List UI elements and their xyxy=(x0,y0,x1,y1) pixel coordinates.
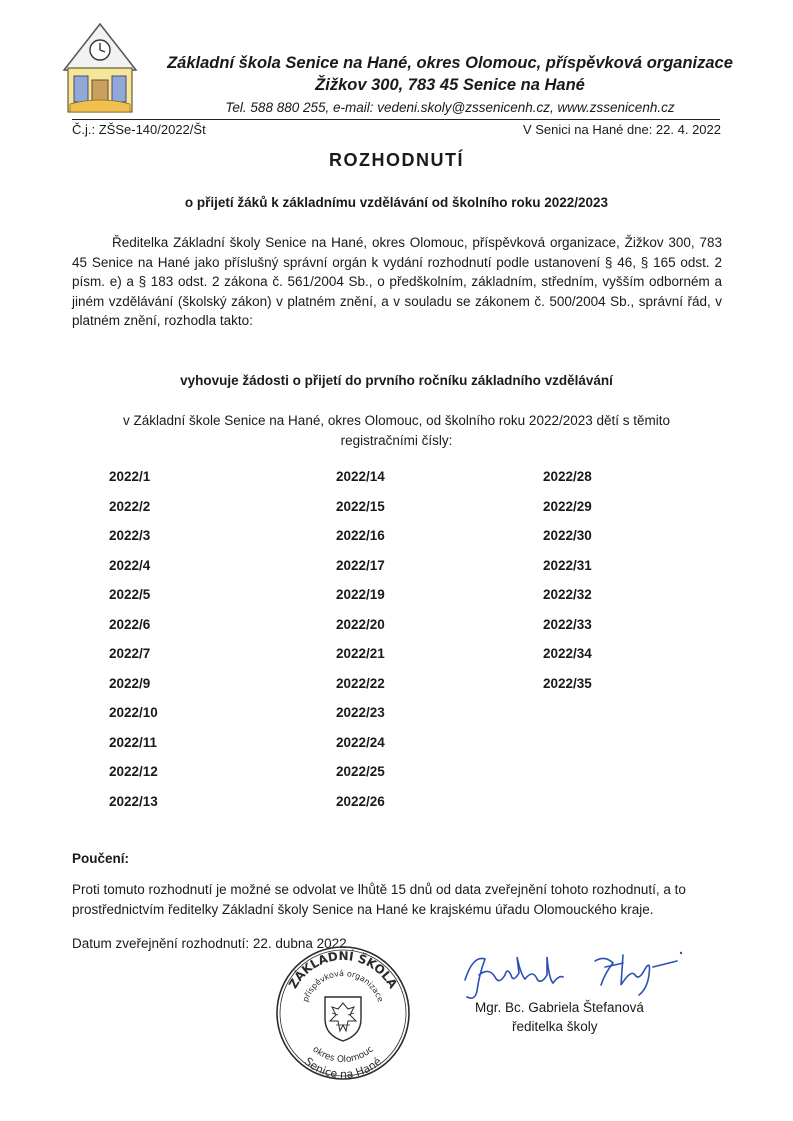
registration-number: 2022/28 xyxy=(543,469,592,484)
registration-number: 2022/13 xyxy=(109,793,158,809)
stamp-text-mid: příspěvková organizace xyxy=(300,968,386,1004)
place-date: V Senici na Hané dne: 22. 4. 2022 xyxy=(522,122,721,137)
registration-column-1 xyxy=(109,469,229,823)
stamp-text-top: ZÁKLADNÍ ŠKOLA xyxy=(285,948,401,991)
moravian-eagle-coat-of-arms-icon xyxy=(325,997,361,1041)
registration-number: 2022/33 xyxy=(543,616,592,632)
registration-number: 2022/2 xyxy=(109,498,151,514)
registration-number: 2022/19 xyxy=(336,587,385,602)
intro-paragraph-text: Ředitelka Základní školy Senice na Hané, okres Olomouc, příspěvková organizace, Žižkov 300, 783 45 Senice na Hané jako příslušný správní orgán k vydání rozhodnutí podle ustanovení § 46, § 165 odst. 2 písm. e) a § 183 odst. 2 zákona č. 561/2004 Sb., o předškolním, základním, středním, vyšším odborném a jiném vzdělávání (školský zákon) v platném znění, a v souladu se zákonem č. 500/2004 Sb., správní řád, v platném znění, rozhodla takto: xyxy=(72,235,722,329)
registration-number: 2022/11 xyxy=(109,734,158,750)
decision-heading: vyhovuje žádosti o přijetí do prvního ročníku základního vzdělávání xyxy=(180,373,613,388)
registration-number: 2022/9 xyxy=(109,675,151,691)
registration-number: 2022/16 xyxy=(336,528,385,543)
svg-text:okres Olomouc xyxy=(310,1045,375,1066)
registration-number: 2022/17 xyxy=(336,557,385,573)
handwritten-signature xyxy=(455,945,695,1005)
registration-number: 2022/23 xyxy=(336,705,385,720)
signatory-name: Mgr. Bc. Gabriela Štefanová xyxy=(475,1000,644,1015)
registration-number: 2022/15 xyxy=(336,498,385,514)
decision-text: v Základní škole Senice na Hané, okres Olomouc, od školního roku 2022/2023 dětí s těmito registračními čísly: xyxy=(122,413,671,448)
publication-date: Datum zveřejnění rozhodnutí: 22. dubna 2022 xyxy=(72,936,347,951)
registration-number: 2022/35 xyxy=(543,675,592,691)
registration-number: 2022/31 xyxy=(543,557,592,573)
intro-paragraph xyxy=(72,233,722,331)
registration-number: 2022/26 xyxy=(336,793,385,809)
instruction-heading: Poučení: xyxy=(72,851,130,866)
registration-number: 2022/1 xyxy=(109,469,151,484)
document-title: ROZHODNUTÍ xyxy=(329,150,464,170)
registration-column-2 xyxy=(336,469,456,823)
registration-number: 2022/6 xyxy=(109,616,151,632)
stamp-text-bottom-2: Senice na Hané xyxy=(301,1054,385,1082)
registration-number: 2022/4 xyxy=(109,557,151,573)
registration-number: 2022/12 xyxy=(109,764,158,779)
registration-number: 2022/32 xyxy=(543,587,592,602)
stamp-text-bottom-1: okres Olomouc xyxy=(310,1044,376,1066)
header-divider xyxy=(72,119,720,120)
registration-number: 2022/20 xyxy=(336,616,385,632)
school-address: Žižkov 300, 783 45 Senice na Hané xyxy=(315,76,585,94)
registration-number: 2022/29 xyxy=(543,498,592,514)
registration-number: 2022/7 xyxy=(109,646,151,661)
registration-column-3 xyxy=(543,469,663,705)
instruction-text: Proti tomuto rozhodnutí je možné se odvolat ve lhůtě 15 dnů od data zveřejnění tohoto rozhodnutí, a to prostřednictvím ředitelky Základní školy Senice na Hané ke krajskému úřadu Olomouckého kraje. xyxy=(72,882,686,917)
registration-number: 2022/30 xyxy=(543,528,592,543)
reference-number: Č.j.: ZŠSe-140/2022/Št xyxy=(72,122,206,137)
signatory-role: ředitelka školy xyxy=(512,1019,598,1034)
registration-number: 2022/24 xyxy=(336,734,385,750)
school-contact: Tel. 588 880 255, e-mail: vedeni.skoly@zssenicenh.cz, www.zssenicenh.cz xyxy=(225,100,675,115)
registration-number: 2022/3 xyxy=(109,528,151,543)
registration-number: 2022/25 xyxy=(336,764,385,779)
registration-number: 2022/34 xyxy=(543,646,592,661)
school-stamp xyxy=(268,935,418,1085)
school-logo xyxy=(60,18,140,118)
school-name: Základní škola Senice na Hané, okres Olomouc, příspěvková organizace xyxy=(167,54,733,72)
registration-number: 2022/22 xyxy=(336,675,385,691)
registration-number: 2022/10 xyxy=(109,705,158,720)
registration-number: 2022/5 xyxy=(109,587,151,602)
registration-number: 2022/21 xyxy=(336,646,385,661)
registration-number: 2022/14 xyxy=(336,469,385,484)
document-subtitle: o přijetí žáků k základnímu vzdělávání od školního roku 2022/2023 xyxy=(184,195,609,210)
